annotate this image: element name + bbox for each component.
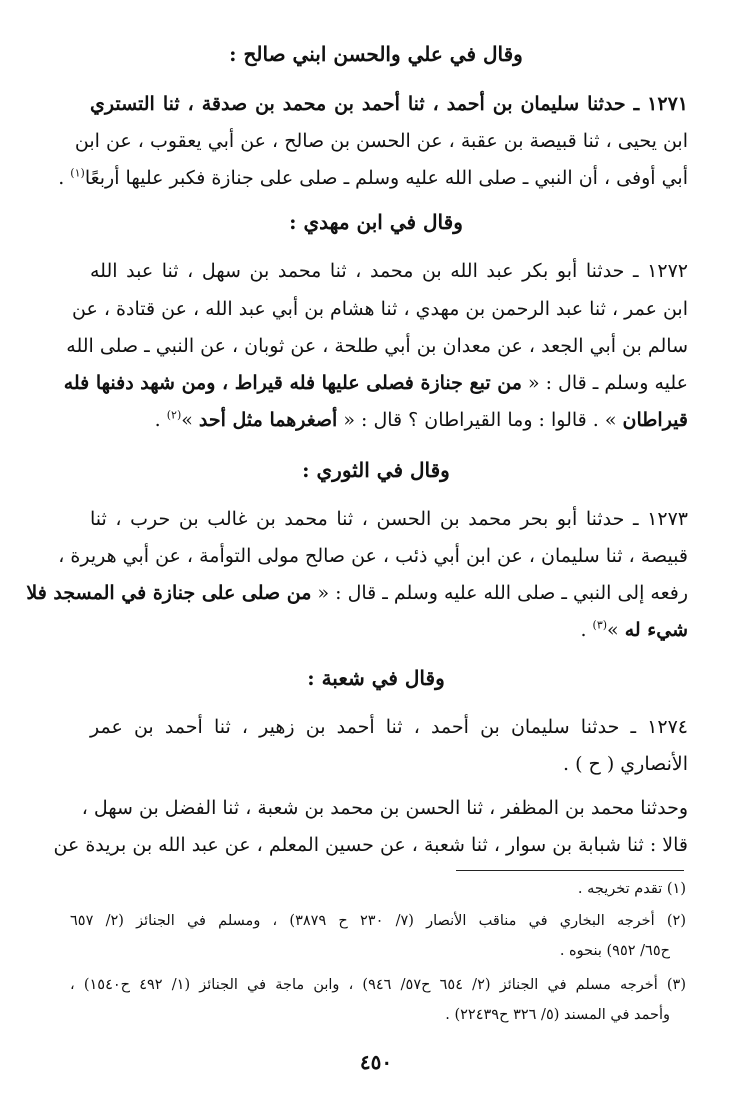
- text-line: ابن عمر ، ثنا عبد الرحمن بن مهدي ، ثنا هشام بن أبي عبد الله ، عن قتادة ، عن: [72, 298, 688, 320]
- footnote-ref: (٢): [166, 408, 182, 422]
- hadith-quote: من تبع جنازة فصلى عليها فله قيراط ، ومن شهد دفنها فله: [63, 372, 522, 394]
- text-line: [90, 615, 688, 645]
- text-line: الأنصاري ( ح ) .: [562, 753, 688, 775]
- footnote-divider: [456, 870, 684, 871]
- footnote-ref: (١): [70, 166, 85, 180]
- footnote: (٣) أخرجه مسلم في الجنائز (٢/ ٦٥٤ ح٥٧/ ٩٤٦) ، وابن ماجة في الجنائز (١/ ٤٩٢ ح١٥٤٠) ،: [70, 977, 687, 993]
- page-number: ٤٥٠: [359, 1050, 393, 1074]
- text-line: [58, 163, 688, 193]
- text-line: [26, 578, 688, 608]
- footnote: ح٦٥/ ٩٥٢) بنحوه .: [559, 943, 670, 959]
- text-line: وحدثنا محمد بن المظفر ، ثنا الحسن بن محمد بن شعبة ، ثنا الفضل بن سهل ،: [81, 797, 688, 819]
- section-heading: وقال في علي والحسن ابني صالح :: [229, 42, 523, 66]
- text-line: [63, 368, 688, 398]
- text-segment: »: [181, 409, 199, 431]
- footnote: وأحمد في المسند (٥/ ٣٢٦ ح٢٢٤٣٩) .: [445, 1007, 670, 1023]
- text-line: [90, 405, 688, 435]
- text-segment: عليه وسلم ـ قال : «: [521, 372, 688, 394]
- text-segment: » . قالوا : وما القيراطان ؟ قال : «: [337, 409, 623, 431]
- section-heading: وقال في شعبة :: [307, 666, 445, 690]
- text-line: ابن يحيى ، ثنا قبيصة بن عقبة ، عن الحسن بن صالح ، عن أبي يعقوب ، عن ابن: [74, 130, 688, 152]
- text-line: ١٢٧٤ ـ حدثنا سليمان بن أحمد ، ثنا أحمد بن زهير ، ثنا أحمد بن عمر: [90, 716, 688, 738]
- section-heading: وقال في الثوري :: [302, 458, 450, 482]
- footnote: (١) تقدم تخريجه .: [577, 881, 686, 897]
- text-segment: .: [58, 167, 71, 189]
- hadith-quote: أصغرهما مثل أحد: [198, 409, 338, 431]
- text-line: قالا : ثنا شبابة بن سوار ، ثنا شعبة ، عن حسين المعلم ، عن عبد الله بن بريدة عن: [53, 834, 688, 856]
- text-segment: »: [607, 619, 625, 641]
- text-line: قبيصة ، ثنا سليمان ، عن ابن أبي ذئب ، عن صالح مولى التوأمة ، عن أبي هريرة ،: [58, 545, 688, 567]
- text-segment: أبي أوفى ، أن النبي ـ صلى الله عليه وسلم ـ صلى على جنازة فكبر عليها أربعًا: [84, 167, 688, 189]
- text-segment: .: [154, 409, 167, 431]
- section-heading: وقال في ابن مهدي :: [289, 210, 463, 234]
- text-line: ١٢٧٣ ـ حدثنا أبو بحر محمد بن الحسن ، ثنا محمد بن غالب بن حرب ، ثنا: [90, 508, 688, 530]
- footnote-ref: (٣): [592, 618, 608, 632]
- hadith-quote: قيراطان: [622, 409, 688, 431]
- text-segment: رفعه إلى النبي ـ صلى الله عليه وسلم ـ قال : «: [311, 582, 688, 604]
- hadith-quote: شيء له: [624, 619, 688, 641]
- text-line: [90, 89, 688, 119]
- footnote: (٢) أخرجه البخاري في مناقب الأنصار (٧/ ٢٣٠ ح ٣٨٧٩) ، ومسلم في الجنائز (٢/ ٦٥٧: [70, 913, 687, 929]
- text-line: ١٢٧٢ ـ حدثنا أبو بكر عبد الله بن محمد ، ثنا محمد بن سهل ، ثنا عبد الله: [90, 260, 688, 282]
- hadith-number: ١٢٧١ ـ حدثنا سليمان بن أحمد ، ثنا أحمد بن محمد بن صدقة ، ثنا التستري: [90, 93, 688, 115]
- text-line: سالم بن أبي الجعد ، عن معدان بن أبي طلحة ، عن ثوبان ، عن النبي ـ صلى الله: [66, 335, 688, 357]
- text-segment: .: [580, 619, 593, 641]
- hadith-quote: من صلى على جنازة في المسجد فلا: [26, 582, 312, 604]
